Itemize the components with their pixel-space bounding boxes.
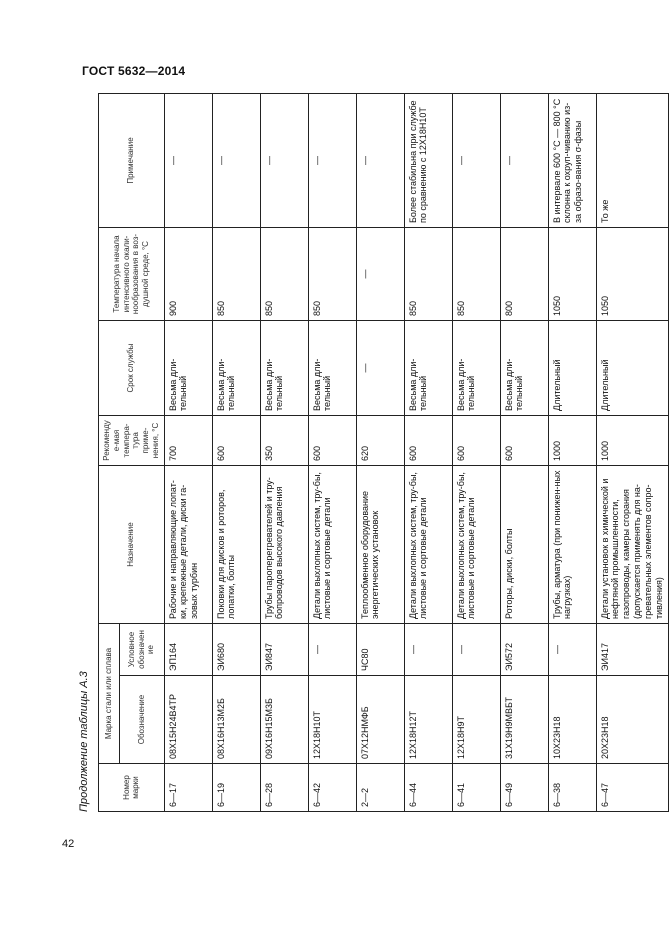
cell-designation: 09Х16Н15М3Б xyxy=(260,676,308,764)
cell-designation: 08Х15Н24В4ТР xyxy=(164,676,212,764)
cell-scale-temp: 1050 xyxy=(596,228,669,321)
cell-life: Весьма дли-тельный xyxy=(500,321,548,416)
cell-designation: 10Х23Н18 xyxy=(548,676,596,764)
cell-purpose: Поковки для дисков и роторов, лопатки, болты xyxy=(212,466,260,624)
cell-number: 6—19 xyxy=(212,764,260,812)
rotated-table-container xyxy=(78,94,665,812)
table-row xyxy=(164,94,212,812)
col-life-header: Срок службы xyxy=(99,321,165,416)
cell-temp: 600 xyxy=(404,416,452,466)
table-row xyxy=(596,94,669,812)
cell-temp: 1000 xyxy=(596,416,669,466)
cell-conventional: ЭИ847 xyxy=(260,624,308,676)
table-body xyxy=(164,94,669,812)
cell-temp: 600 xyxy=(212,416,260,466)
cell-note: — xyxy=(356,94,404,228)
cell-purpose: Роторы, диски, болты xyxy=(500,466,548,624)
cell-designation: 12Х18Н10Т xyxy=(308,676,356,764)
cell-life: Весьма дли-тельный xyxy=(308,321,356,416)
cell-number: 6—17 xyxy=(164,764,212,812)
cell-conventional: — xyxy=(404,624,452,676)
document-header: ГОСТ 5632—2014 xyxy=(82,64,186,78)
col-temp-header: Рекомендуе-мая темпера-тура приме-нения, °С xyxy=(99,416,165,466)
steel-grades-table xyxy=(98,93,669,812)
cell-scale-temp: — xyxy=(356,228,404,321)
page-number: 42 xyxy=(62,838,75,850)
cell-life: Весьма дли-тельный xyxy=(404,321,452,416)
cell-number: 6—44 xyxy=(404,764,452,812)
cell-number: 6—42 xyxy=(308,764,356,812)
table-row xyxy=(548,94,596,812)
table-row xyxy=(404,94,452,812)
cell-scale-temp: 800 xyxy=(500,228,548,321)
table-row xyxy=(212,94,260,812)
cell-conventional: ЧС80 xyxy=(356,624,404,676)
col-scale-temp-header: Температура начала интенсивного окали-нообразования в воз-душной среде, °С xyxy=(99,228,165,321)
cell-life: Длительный xyxy=(548,321,596,416)
cell-designation: 07Х12НМФБ xyxy=(356,676,404,764)
cell-scale-temp: 1050 xyxy=(548,228,596,321)
cell-number: 6—28 xyxy=(260,764,308,812)
cell-note: — xyxy=(164,94,212,228)
cell-conventional: ЭИ680 xyxy=(212,624,260,676)
cell-conventional: — xyxy=(452,624,500,676)
col-conventional-header: Условное обозначение xyxy=(119,624,164,676)
table-row xyxy=(308,94,356,812)
cell-purpose: Трубы, арматура (при понижен-ных нагрузках) xyxy=(548,466,596,624)
cell-purpose: Детали выхлопных систем, тру-бы, листовые и сортовые детали xyxy=(404,466,452,624)
cell-note: — xyxy=(500,94,548,228)
cell-life: Весьма дли-тельный xyxy=(164,321,212,416)
cell-number: 6—49 xyxy=(500,764,548,812)
cell-designation: 12Х18Н9Т xyxy=(452,676,500,764)
cell-scale-temp: 900 xyxy=(164,228,212,321)
cell-note: — xyxy=(452,94,500,228)
cell-scale-temp: 850 xyxy=(404,228,452,321)
table-header xyxy=(99,94,165,812)
cell-purpose: Теплообменное оборудование энергетических установок xyxy=(356,466,404,624)
cell-number: 2—2 xyxy=(356,764,404,812)
cell-purpose: Детали выхлопных систем, тру-бы, листовые и сортовые детали xyxy=(308,466,356,624)
cell-life: Длительный xyxy=(596,321,669,416)
cell-scale-temp: 850 xyxy=(452,228,500,321)
table-caption: Продолжение таблицы А.3 xyxy=(78,671,90,812)
col-number-header: Номер марки xyxy=(99,764,165,812)
cell-note: — xyxy=(308,94,356,228)
cell-conventional: ЭИ417 xyxy=(596,624,669,676)
table-row xyxy=(500,94,548,812)
cell-conventional: — xyxy=(308,624,356,676)
cell-note: — xyxy=(212,94,260,228)
cell-temp: 700 xyxy=(164,416,212,466)
col-note-header: Примечание xyxy=(99,94,165,228)
table-row xyxy=(356,94,404,812)
cell-scale-temp: 850 xyxy=(260,228,308,321)
cell-number: 6—47 xyxy=(596,764,669,812)
cell-note: — xyxy=(260,94,308,228)
cell-designation: 31Х19Н9МВБТ xyxy=(500,676,548,764)
col-grade-group-header: Марка стали или сплава xyxy=(99,624,120,764)
cell-designation: 20Х23Н18 xyxy=(596,676,669,764)
cell-temp: 1000 xyxy=(548,416,596,466)
table-row xyxy=(260,94,308,812)
cell-note: То же xyxy=(596,94,669,228)
table-row xyxy=(452,94,500,812)
cell-temp: 600 xyxy=(500,416,548,466)
cell-note: Более стабильна при службе по сравнению с 12Х18Н10Т xyxy=(404,94,452,228)
cell-note: В интервале 600 °С — 800 °С склонна к охруп-чиванию из-за образо-вания σ-фазы xyxy=(548,94,596,228)
cell-purpose: Рабочие и направляющие лопат-ки, крепежные детали, диски га-зовых турбин xyxy=(164,466,212,624)
cell-life: Весьма дли-тельный xyxy=(260,321,308,416)
cell-scale-temp: 850 xyxy=(212,228,260,321)
cell-conventional: — xyxy=(548,624,596,676)
cell-purpose: Детали установок в химической и нефтяной промышленности, газопроводы, камеры сгорания (допускается применять для на-гревательных элементов сопро-тивления) xyxy=(596,466,669,624)
cell-designation: 08Х16Н13М2Б xyxy=(212,676,260,764)
cell-number: 6—38 xyxy=(548,764,596,812)
cell-number: 6—41 xyxy=(452,764,500,812)
cell-life: Весьма дли-тельный xyxy=(212,321,260,416)
col-purpose-header: Назначение xyxy=(99,466,165,624)
cell-conventional: ЭП164 xyxy=(164,624,212,676)
cell-life: Весьма дли-тельный xyxy=(452,321,500,416)
cell-designation: 12Х18Н12Т xyxy=(404,676,452,764)
cell-temp: 620 xyxy=(356,416,404,466)
cell-purpose: Трубы пароперегревателей и тру-бопроводов высокого давления xyxy=(260,466,308,624)
cell-purpose: Детали выхлопных систем, тру-бы, листовые и сортовые детали xyxy=(452,466,500,624)
cell-scale-temp: 850 xyxy=(308,228,356,321)
cell-temp: 600 xyxy=(452,416,500,466)
cell-life: — xyxy=(356,321,404,416)
cell-conventional: ЭИ572 xyxy=(500,624,548,676)
cell-temp: 600 xyxy=(308,416,356,466)
cell-temp: 350 xyxy=(260,416,308,466)
col-designation-header: Обозначение xyxy=(119,676,164,764)
